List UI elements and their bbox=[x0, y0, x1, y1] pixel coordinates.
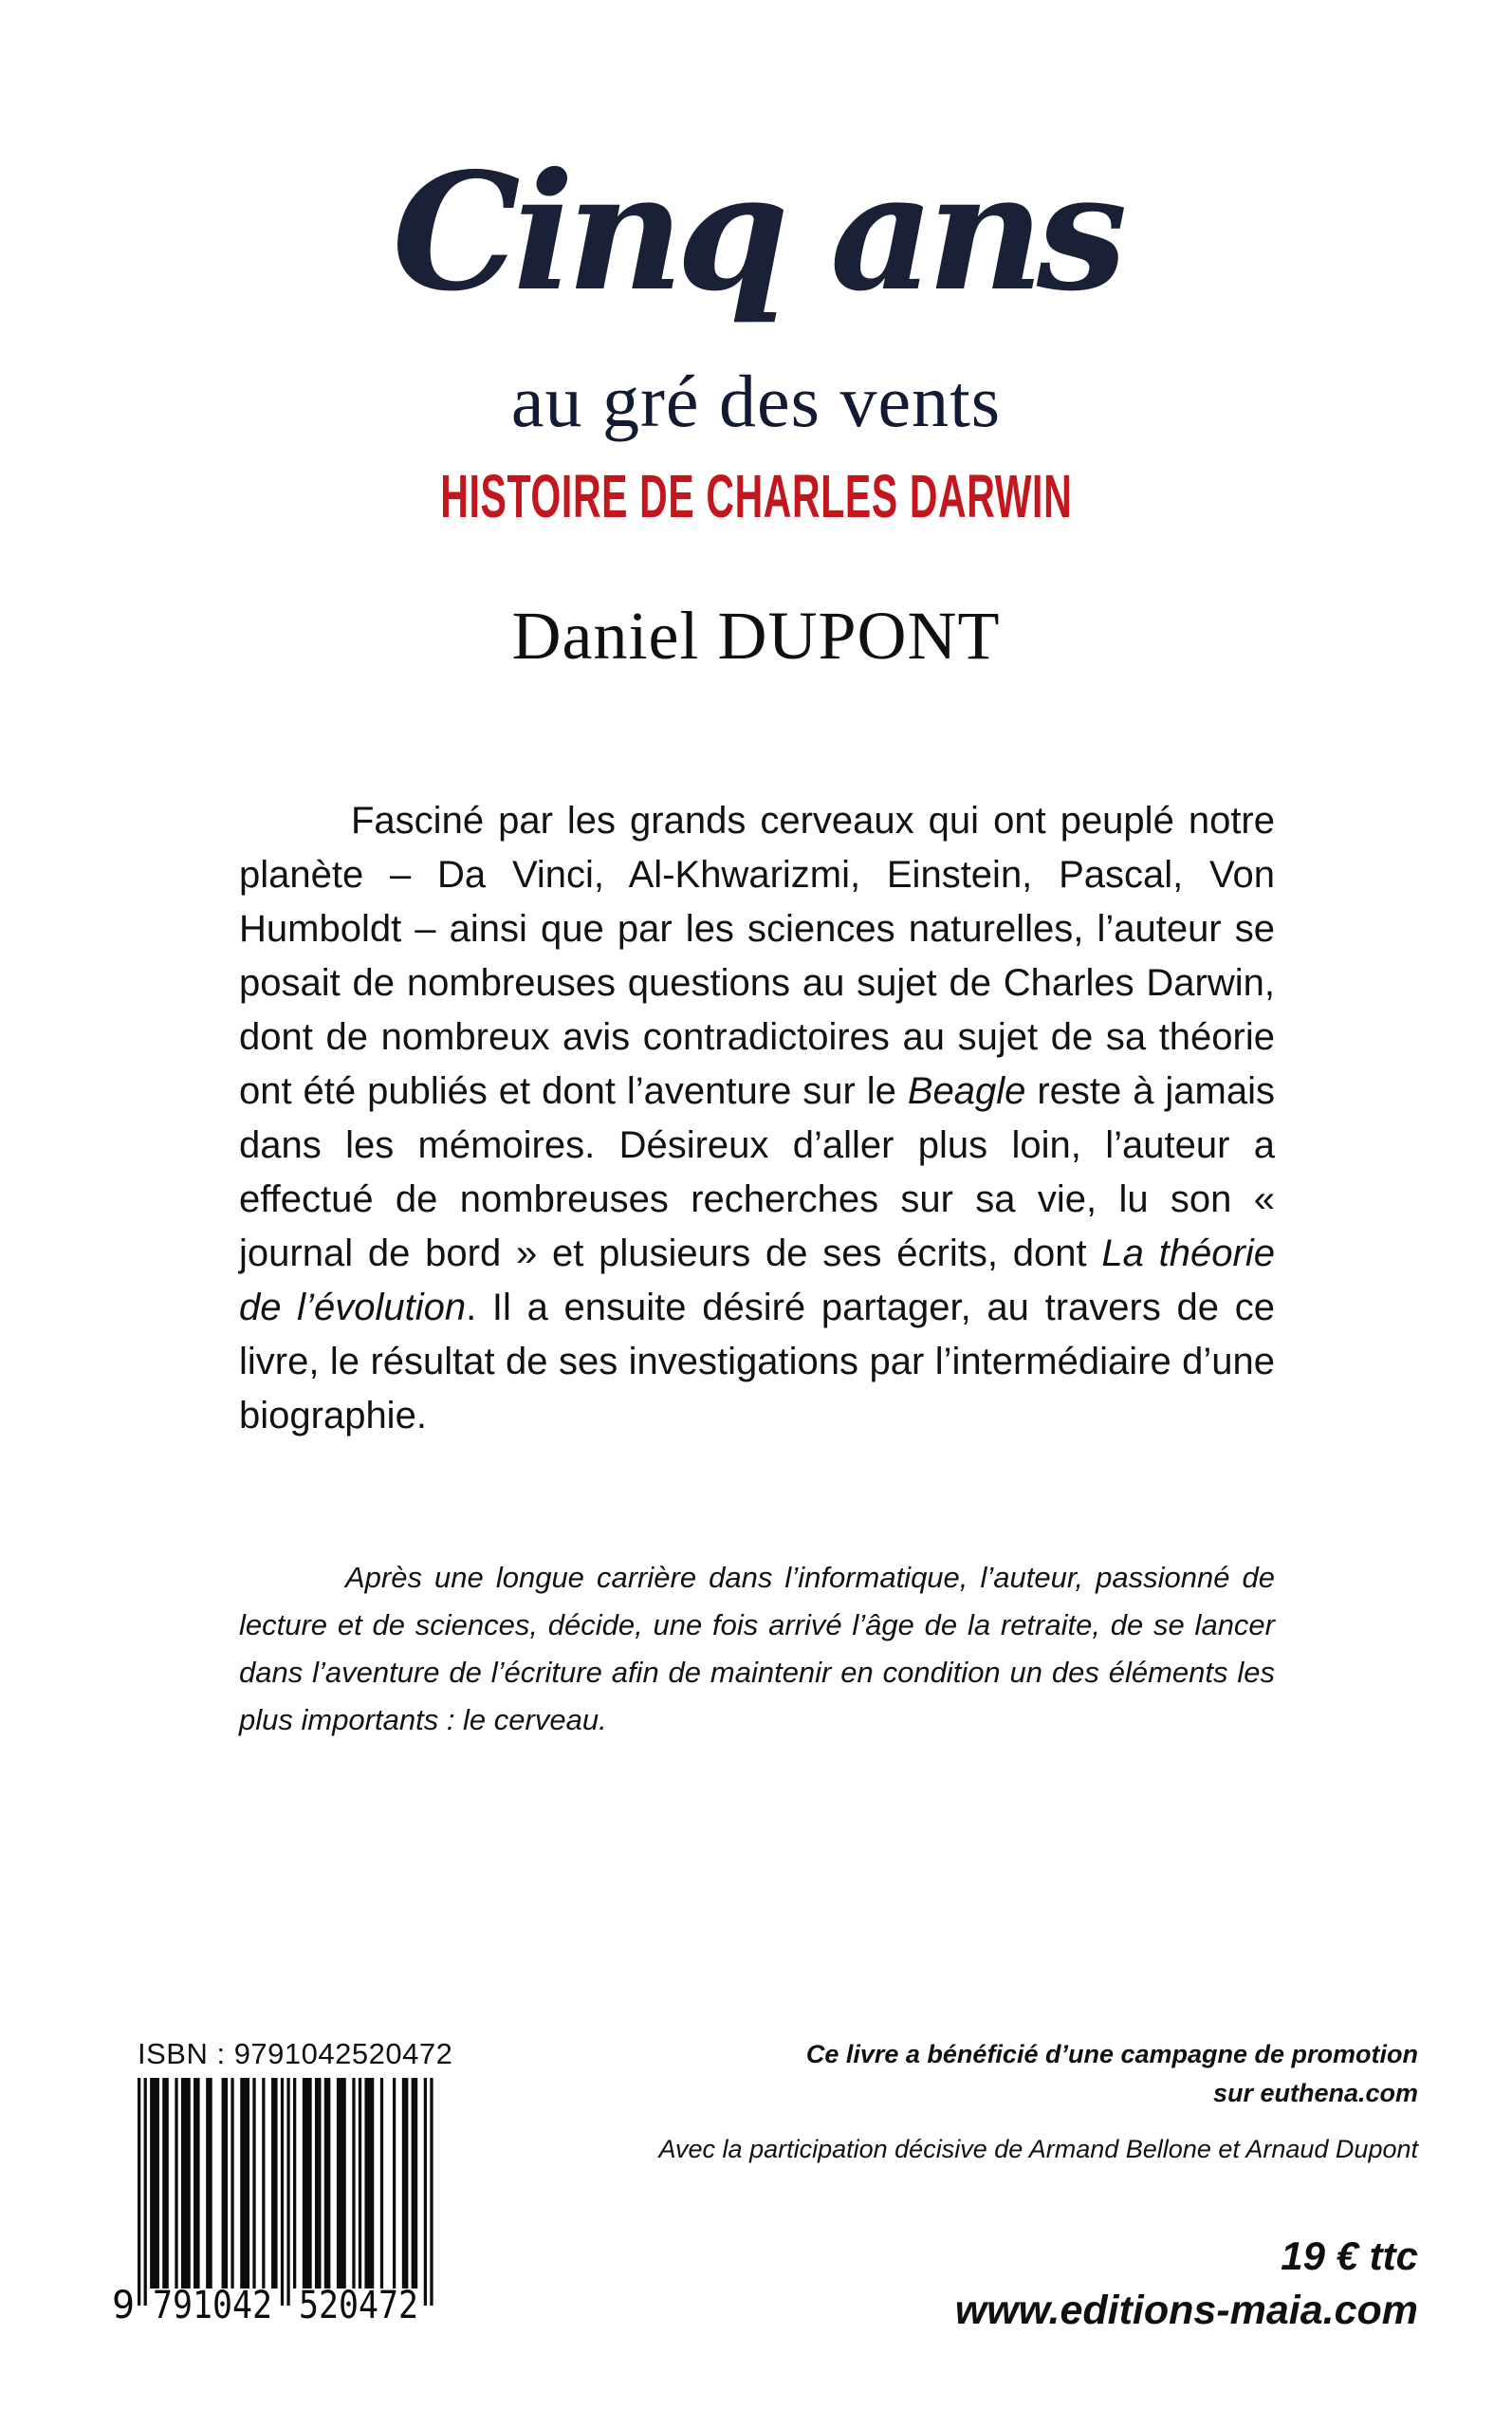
synopsis-paragraph bbox=[239, 794, 1275, 1443]
price-label: 19 € ttc bbox=[1281, 2233, 1418, 2278]
publisher-website: www.editions-maia.com bbox=[954, 2288, 1418, 2333]
promo-line-2: sur euthena.com bbox=[1212, 2079, 1418, 2107]
barcode-digits: 520472 bbox=[299, 2284, 418, 2321]
italic-text-segment: La théorie de l’évolution bbox=[239, 1232, 1275, 1328]
text-segment: . Il a ensuite désiré partager, au travers de ce livre, le résultat de ses investigations par l’intermédiaire d’une biographie. bbox=[239, 1287, 1275, 1436]
isbn-label: ISBN : 9791042520472 bbox=[138, 2037, 453, 2070]
barcode-svg bbox=[112, 2078, 434, 2321]
promo-line-1: Ce livre a bénéficié d’une campagne de promotion bbox=[805, 2040, 1418, 2068]
title-tagline bbox=[0, 463, 1512, 529]
price-block bbox=[754, 2232, 1418, 2336]
participation-credit: Avec la participation décisive de Armand Bellone et Arnaud Dupont bbox=[658, 2135, 1418, 2163]
text-segment: Fasciné par les grands cerveaux qui ont peuplé notre planète – Da Vinci, Al-Khwarizmi, Einstein, Pascal, Von Humboldt – ainsi que par les sciences naturelles, l’auteur se posait de nombreuses questions au sujet de Charles Darwin, dont de nombreux avis contradictoires au sujet de sa théorie ont été publiés et dont l’aventure sur le bbox=[239, 800, 1275, 1112]
barcode-digits: 791042 bbox=[153, 2284, 272, 2321]
barcode-digits: 9 bbox=[112, 2284, 136, 2321]
title-tagline-text: HISTOIRE DE CHARLES DARWIN bbox=[440, 462, 1072, 530]
promo-block bbox=[564, 2035, 1418, 2169]
italic-text-segment: Beagle bbox=[907, 1070, 1026, 1112]
author-name: Daniel DUPONT bbox=[511, 598, 1001, 674]
text-segment: reste à jamais dans les mémoires. Désireux d’aller plus loin, l’auteur a effectué de nombreuses recherches sur sa vie, lu son « journal de bord » et plusieurs de ses écrits, dont bbox=[239, 1070, 1275, 1274]
title-subtitle: au gré des vents bbox=[510, 360, 1002, 442]
bio-paragraph: Après une longue carrière dans l’informatique, l’auteur, passionné de lecture et de sciences, décide, une fois arrivé l’âge de la retraite, de se lancer dans l’aventure de l’écriture afin de maintenir en condition un des éléments les plus importants : le cerveau. bbox=[239, 1561, 1275, 1736]
title-script: Cinq ans bbox=[392, 138, 1120, 327]
